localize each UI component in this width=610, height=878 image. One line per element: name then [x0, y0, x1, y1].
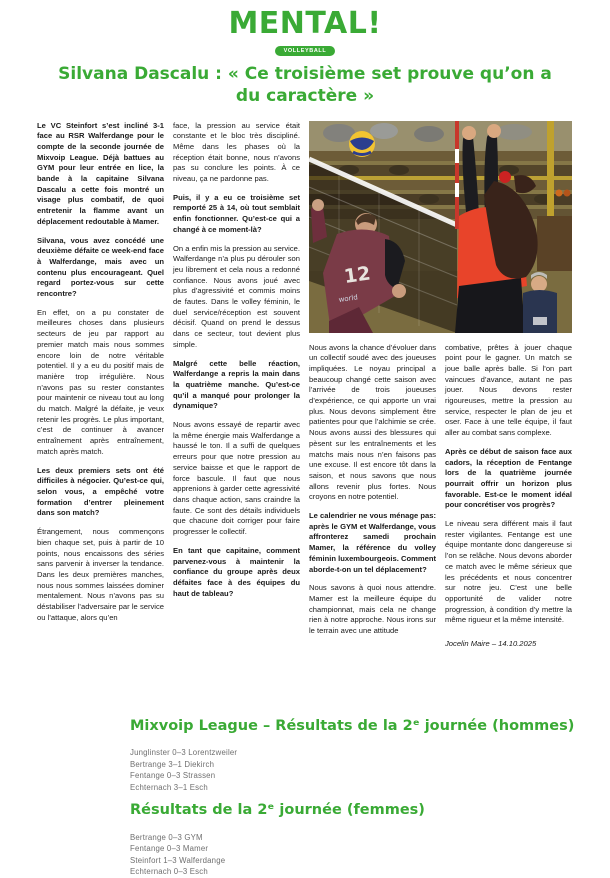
svg-text:world: world	[338, 292, 359, 304]
right-columns-wrap	[309, 121, 572, 718]
result-line: Fentange 0–3 Strassen	[130, 771, 216, 781]
results-femmes-list	[130, 832, 610, 878]
result-line: Bertrange 0–3 GYM	[130, 832, 203, 842]
result-line: Echternach 0–3 Esch	[130, 867, 208, 877]
results-hommes-list	[130, 747, 610, 793]
right-columns	[309, 343, 572, 658]
interview-answer: Nous avons la chance d’évoluer dans un collectif soudé avec des joueuses impliquées. Le noyau principal a beaucoup changé cette saison avec l’arrivée de trois joueuses d’expérience, ce qui apporte un vrai plus. Nous devons simplement être patientes pour que l’alchimie se crée. Nous avons aussi des blessures qui pèsent sur les entraînements et les matchs mais nous n’en faisons pas une excuse. Il est encore tôt dans la saison, et nous savons que nous allons revenir plus fortes. Nous croyons en notre potentiel.	[309, 342, 436, 502]
results-section	[0, 718, 610, 878]
interview-answer: Le niveau sera différent mais il faut rester vigilantes. Fentange est une équipe montante donc dangereuse si l’on se relâche. Nous devons aborder ce match avec le même sérieux que les précédents et nous concentrer sur notre jeu. C’est une belle opportunité de valider notre progression, à condition d’y mettre la même rigueur et la même intensité.	[445, 519, 572, 625]
result-line: Bertrange 3–1 Diekirch	[130, 759, 215, 769]
interview-question: Les deux premiers sets ont été difficiles à négocier. Qu’est-ce qui, selon vous, a empêché votre formation d’entrer pleinement dans son match?	[37, 465, 164, 518]
result-line: Steinfort 1–3 Walferdange	[130, 855, 226, 865]
match-photo	[309, 121, 572, 333]
result-line: Fentange 0–3 Mamer	[130, 844, 209, 854]
article-title: Silvana Dascalu : « Ce troisième set prouve qu’on a du caractère »	[58, 64, 552, 106]
interview-answer: On a enfin mis la pression au service. Walferdange n’a plus pu dérouler son jeu librement et cela nous a redonné confiance. Nous avons joué avec plus d’agressivité et commis moins de fautes. Dans le volley féminin, le duel service/réception est souvent décisif. Quand on prend le dessus dans ce secteur, tout devient plus simple.	[173, 243, 300, 349]
column-1	[37, 121, 164, 718]
result-line: Echternach 3–1 Esch	[130, 782, 208, 792]
result-line: Junglinster 0–3 Lorentzweiler	[130, 748, 238, 758]
column-4	[445, 343, 572, 658]
article-byline: Jocelin Maire – 14.10.2025	[445, 639, 537, 649]
interview-question: Après ce début de saison face aux cadors, la réception de Fentange lors de la quatrième journée pourrait offrir un horizon plus favorable. Est-ce le moment idéal pour concrétiser vos progrès?	[445, 446, 572, 510]
volleyball-badge: VOLLEYBALL	[275, 46, 336, 56]
interview-answer: En effet, on a pu constater de meilleures choses dans plusieurs secteurs de jeu par rapport au premier match mais nous sommes encore loin de notre véritable potentiel. Il y a eu du positif mais de manière trop irrégulière. Nous n’avons pas su rester constantes pour maintenir ce niveau tout au long du match. Malgré la défaite, je veux retenir les progrès. Le plus important, c’est de continuer à avancer entraînement après entraînement, match après match.	[37, 307, 164, 456]
interview-question: En tant que capitaine, comment parvenez-vous à maintenir la confiance du groupe après deux défaites face à des équipes du haut de tableau?	[173, 545, 300, 598]
interview-answer: combative, prêtes à jouer chaque point pour le gagner. Un match se joue balle après balle. Si l’on part vaincues d’avance, autant ne pas jouer. Nous devons rester rigoureuses, mettre la pression au service, respecter le plan de jeu et oser. Face à une telle équipe, il faut aller au combat sans complexe.	[445, 342, 572, 438]
interview-answer: face, la pression au service était constante et le bloc très discipliné. Même dans les phases où la réception était bonne, nous n’avons pas su conclure les points. À ce niveau, ça ne pardonne pas.	[173, 120, 300, 184]
interview-answer: Nous avons essayé de repartir avec la même énergie mais Walferdange a haussé le ton. Il a suffi de quelques erreurs pour que notre pression au service baisse et que le rapport de force bascule. Il faut que nous apprenions à garder cette agressivité dans chaque action, sans craindre la faute. Ce sont des détails individuels que chacune doit corriger pour faire progresser le collectif.	[173, 420, 300, 537]
interview-question: Malgré cette belle réaction, Walferdange a repris la main dans la quatrième manche. Qu’est-ce qu’il a manqué pour prolonger la dynamique?	[173, 358, 300, 411]
interview-answer: Nous savons à quoi nous attendre. Mamer est la meilleure équipe du championnat, mais cela ne change rien à notre approche. Nous irons sur le terrain avec une attitude	[309, 583, 436, 636]
article-body	[0, 121, 610, 718]
interview-question: Le calendrier ne vous ménage pas: après le GYM et Walferdange, vous affronterez samedi prochain Mamer, la référence du volley féminin luxembourgeois. Comment aborde-t-on un tel déplacement?	[309, 511, 436, 574]
interview-question: Silvana, vous avez concédé une deuxième défaite ce week-end face à Walferdange, mais avec un contenu plus encourageant. Quel regard portez-vous sur cette rencontre?	[37, 235, 164, 299]
masthead	[0, 0, 610, 57]
svg-text:12: 12	[342, 261, 372, 288]
column-3	[309, 343, 436, 658]
interview-question: Puis, il y a eu ce troisième set remporté 25 à 14, où tout semblait enfin fonctionner. Qu’est-ce qui a changé à ce moment-là?	[173, 192, 300, 234]
article-intro: Le VC Steinfort s’est incliné 3-1 face au RSR Walferdange pour le compte de la seconde journée de Mixvoip League. Déjà battues au GYM pour leur entrée en lice, la bande à la capitaine Silvana Dascalu a cette fois montré un visage plus combatif, de quoi entretenir la flamme avant un déplacement redoutable à Mamer.	[37, 120, 164, 226]
interview-answer: Étrangement, nous commençons bien chaque set, puis à partir de 10 points, nous encaissons des séries sans parvenir à inverser la tendance. Dans les deux premières manches, nous nous sommes laissées dominer mentalement. Nous n’avons pas su déstabiliser l’adversaire par le service ou l’attaque, alors qu’en	[37, 527, 164, 622]
results-femmes-heading: Résultats de la 2ᵉ journée (femmes)	[130, 802, 425, 819]
results-hommes-heading: Mixvoip League – Résultats de la 2ᵉ journée (hommes)	[130, 717, 575, 734]
magazine-title: MENTAL!	[228, 6, 382, 41]
column-2	[173, 121, 300, 718]
